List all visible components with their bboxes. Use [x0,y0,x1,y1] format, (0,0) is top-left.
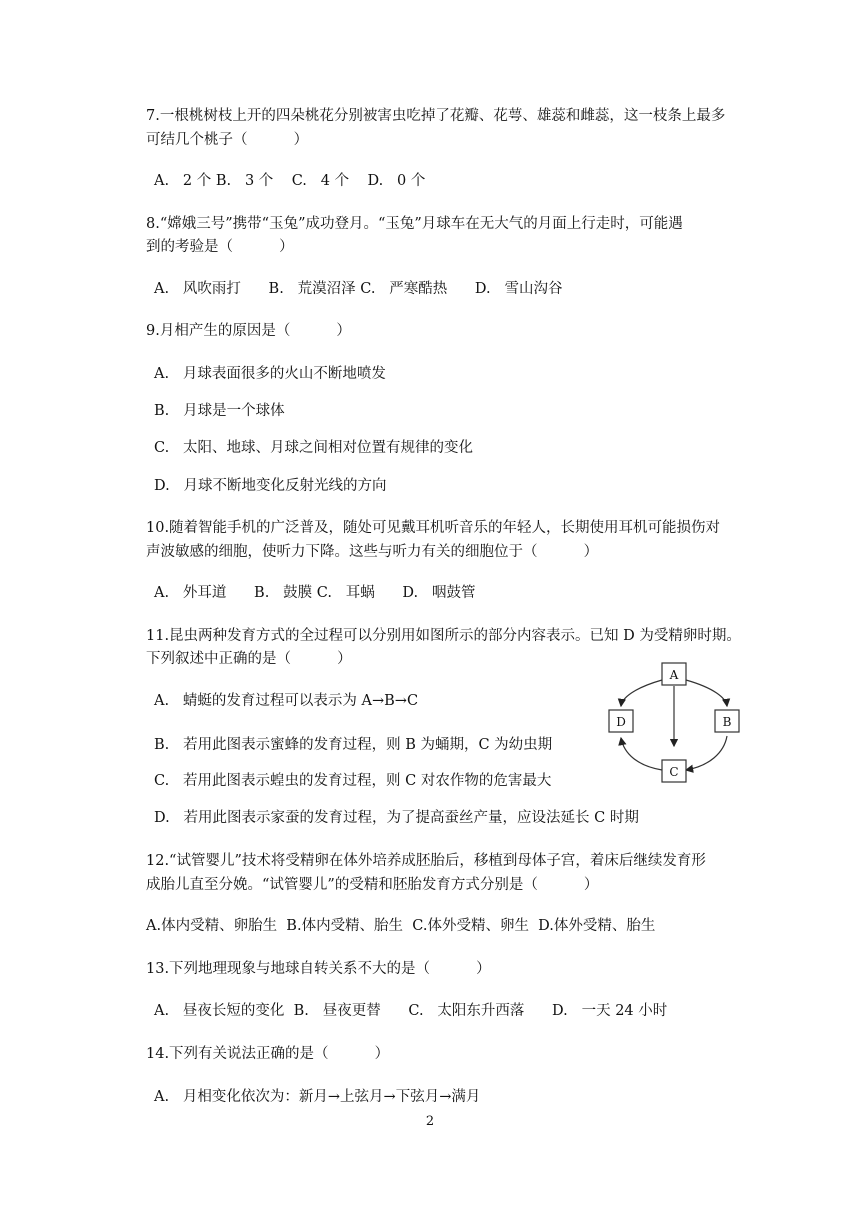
q9-option-b: B. 月球是一个球体 [154,403,285,419]
q8-options: A. 风吹雨打 B. 荒漠沼泽 C. 严寒酷热 D. 雪山沟谷 [154,281,563,297]
q9-option-c: C. 太阳、地球、月球之间相对位置有规律的变化 [154,440,474,456]
label-d: D [616,715,626,729]
q11-option-c: C. 若用此图表示蝗虫的发育过程，则 C 对农作物的危害最大 [154,773,552,789]
arrow-b-to-c [686,736,727,770]
q7-stem-line2: 可结几个桃子（ ） [146,132,309,148]
q9-stem: 9.月相产生的原因是（ ） [146,323,351,339]
arrow-a-to-d [621,680,662,706]
q12-stem-line1: 12.“试管婴儿”技术将受精卵在体外培养成胚胎后，移植到母体子宫，着床后继续发育形 [146,853,706,869]
q12-options: A.体内受精、卵胎生 B.体内受精、胎生 C.体外受精、卵生 D.体外受精、胎生 [146,918,656,934]
q10-stem-line2: 声波敏感的细胞，使听力下降。这些与听力有关的细胞位于（ ） [146,544,599,560]
insect-development-cycle-diagram [604,658,744,784]
q13-options: A. 昼夜长短的变化 B. 昼夜更替 C. 太阳东升西落 D. 一天 24 小时 [154,1003,668,1019]
arrow-a-to-b [686,680,727,706]
q11-option-d: D. 若用此图表示家蚕的发育过程，为了提高蚕丝产量，应设法延长 C 时期 [154,810,639,826]
arrow-c-to-d [621,738,662,770]
q11-option-a: A. 蜻蜓的发育过程可以表示为 A→B→C [154,693,419,709]
q7-stem-line1: 7.一根桃树枝上开的四朵桃花分别被害虫吃掉了花瓣、花萼、雄蕊和雌蕊，这一枝条上最多 [146,108,726,124]
q12-stem-line2: 成胎儿直至分娩。“试管婴儿”的受精和胚胎发育方式分别是（ ） [146,877,599,893]
q14-option-a: A. 月相变化依次为：新月→上弦月→下弦月→满月 [154,1089,481,1105]
q11-option-b: B. 若用此图表示蜜蜂的发育过程，则 B 为蛹期，C 为幼虫期 [154,737,553,753]
q8-stem-line2: 到的考验是（ ） [146,239,294,255]
q7-options: A. 2 个 B. 3 个 C. 4 个 D. 0 个 [154,173,426,189]
q8-stem-line1: 8.“嫦娥三号”携带“玉兔”成功登月。“玉兔”月球车在无大气的月面上行走时，可能遇 [146,216,683,232]
page-number: 2 [425,1114,435,1129]
q13-stem: 13.下列地理现象与地球自转关系不大的是（ ） [146,961,491,977]
q9-option-d: D. 月球不断地变化反射光线的方向 [154,478,387,494]
q14-stem: 14.下列有关说法正确的是（ ） [146,1046,390,1062]
q11-stem-line2: 下列叙述中正确的是（ ） [146,651,352,667]
label-b: B [722,715,732,729]
q11-stem-line1: 11.昆虫两种发育方式的全过程可以分别用如图所示的部分内容表示。已知 D 为受精卵时期。 [146,628,741,644]
q9-option-a: A. 月球表面很多的火山不断地喷发 [154,366,386,382]
q10-options: A. 外耳道 B. 鼓膜 C. 耳蜗 D. 咽鼓管 [154,585,476,601]
label-a: A [669,668,679,682]
q10-stem-line1: 10.随着智能手机的广泛普及，随处可见戴耳机听音乐的年轻人，长期使用耳机可能损伤对 [146,520,721,536]
label-c: C [669,765,679,779]
